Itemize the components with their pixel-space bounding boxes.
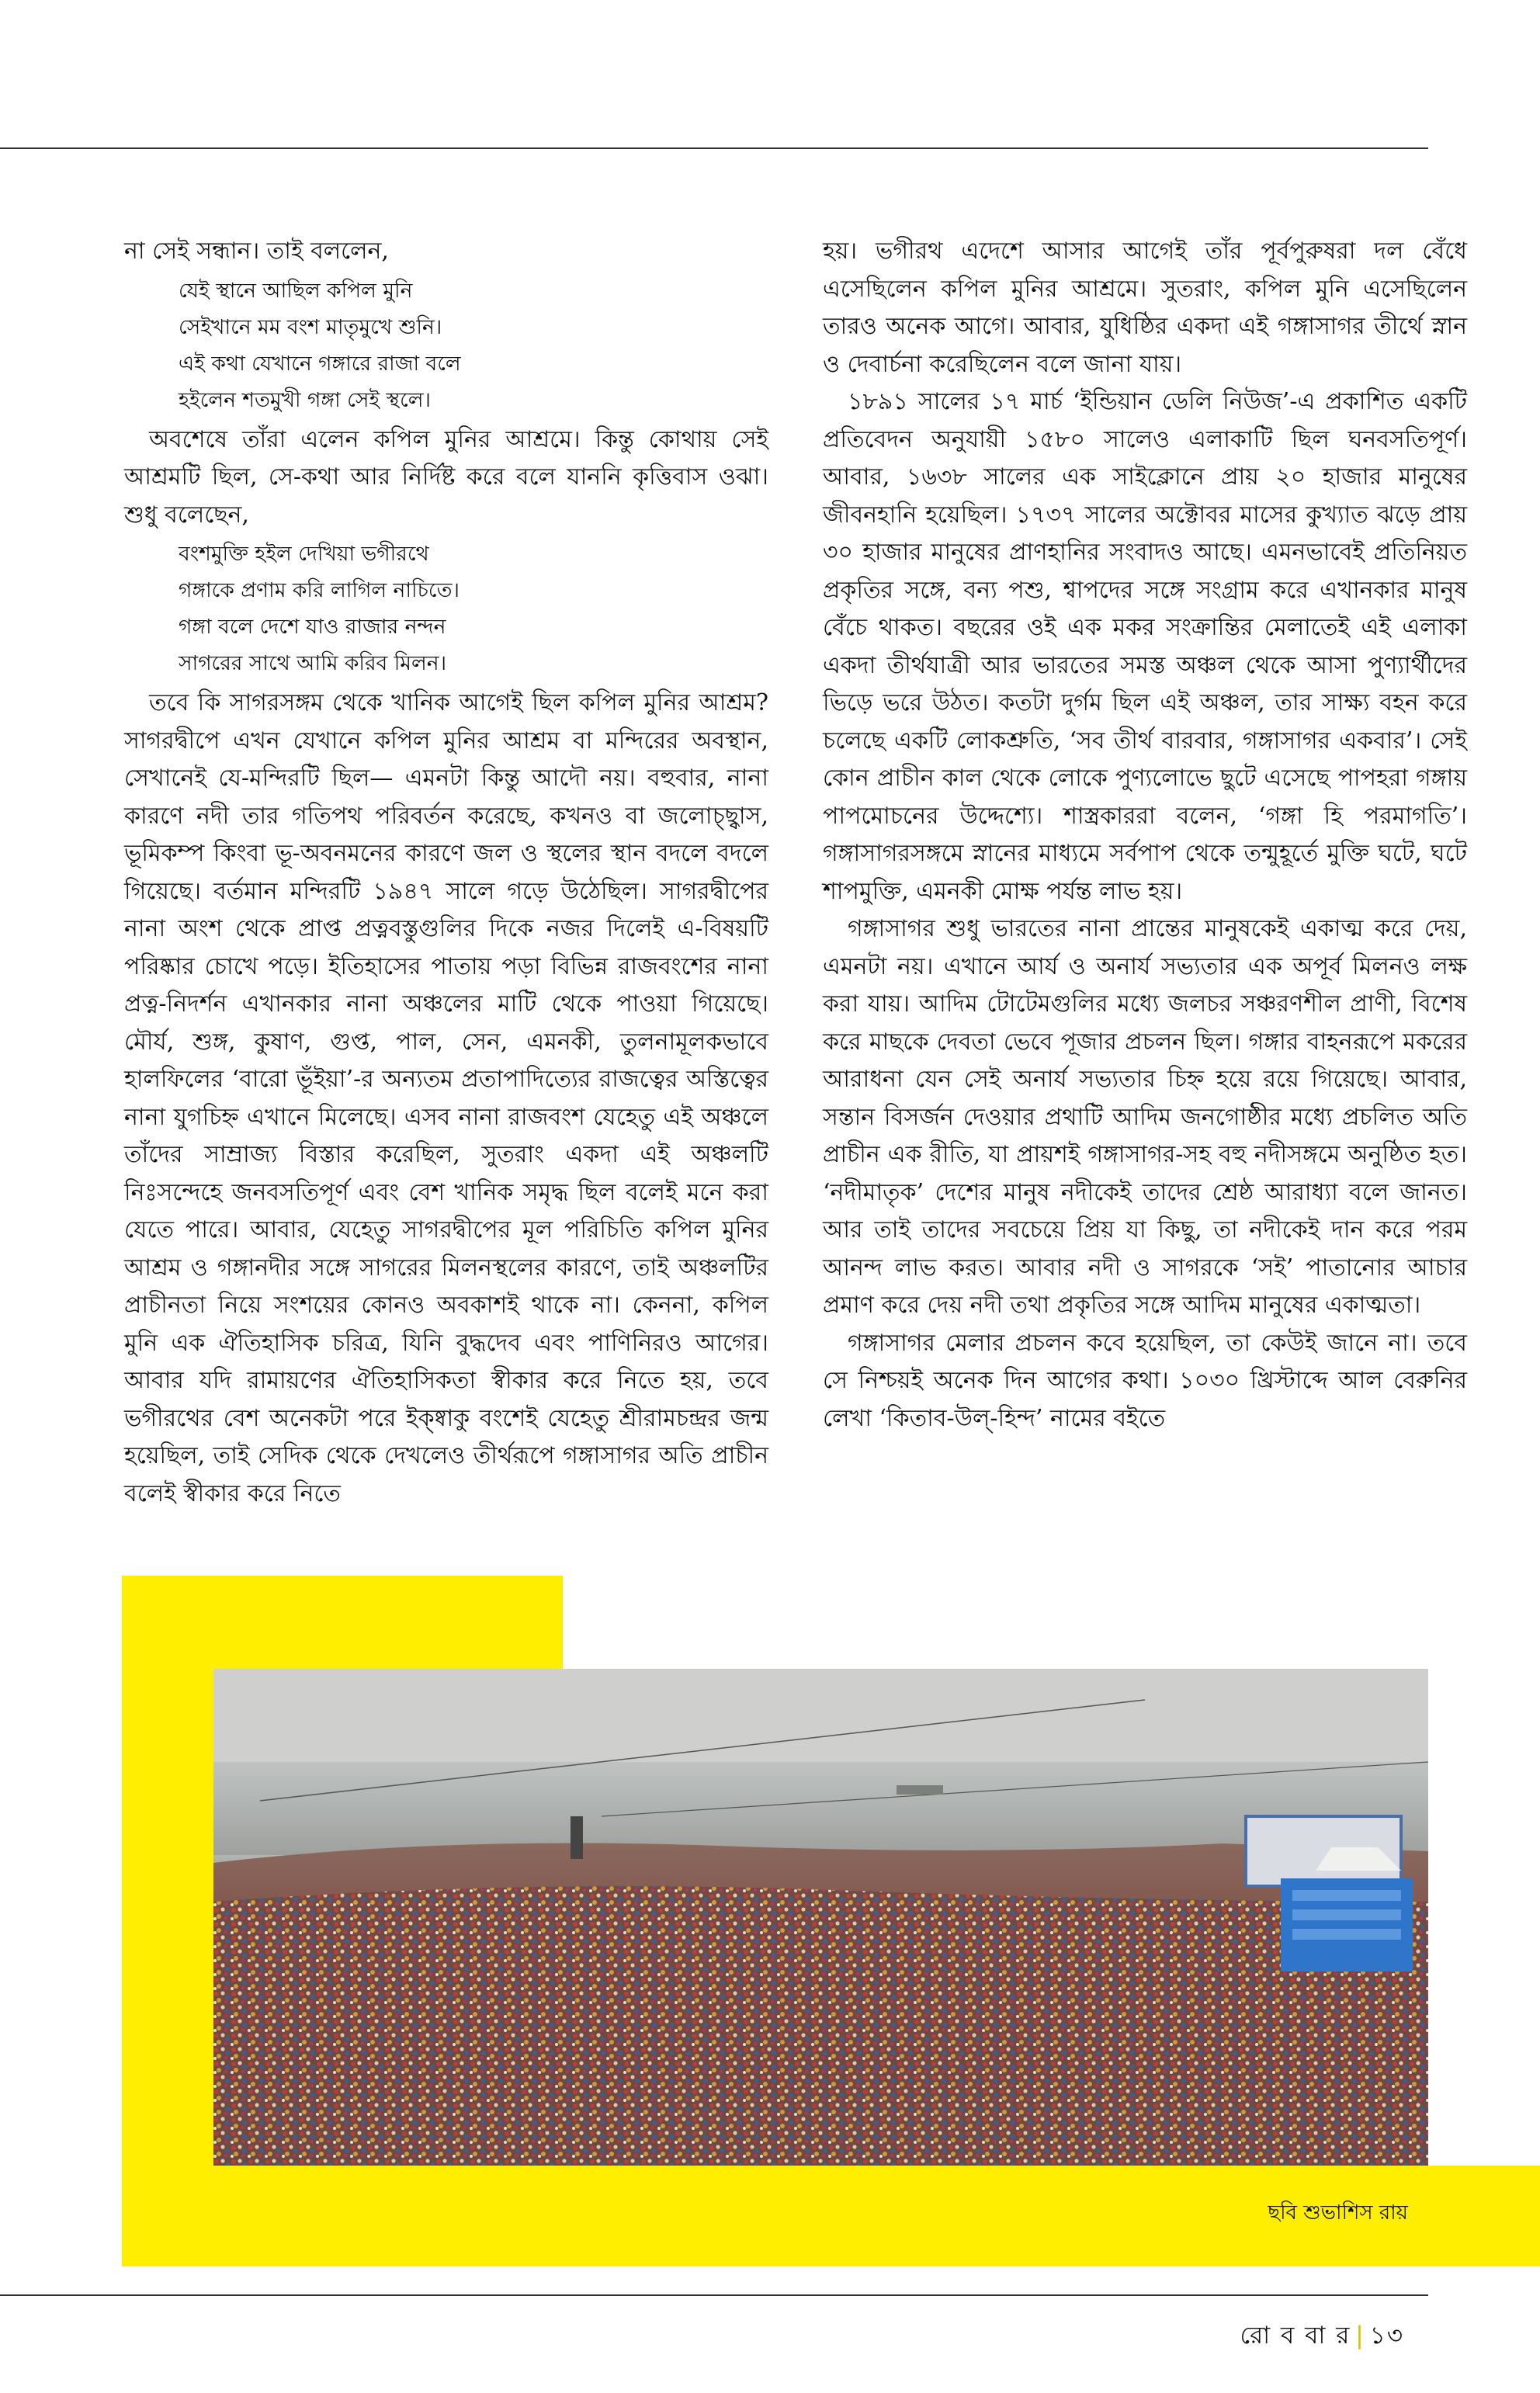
intro-line: না সেই সন্ধান। তাই বললেন,	[124, 238, 389, 265]
magazine-name: রো ব বা র	[1240, 2322, 1351, 2350]
verse-line: যেই স্থানে আছিল কপিল মুনি	[179, 278, 413, 303]
left-column	[124, 233, 768, 1513]
verse-line: গঙ্গাকে প্রণাম করি লাগিল নাচিতে।	[179, 578, 460, 602]
crowd-photo	[213, 1669, 1428, 2166]
paragraph: ১৮৯১ সালের ১৭ মার্চ ‘ইন্ডিয়ান ডেলি নিউজ’-এ প্রকাশিত একটি প্রতিবেদন অনুযায়ী ১৫৮০ সালেও এলাকাটি ছিল ঘনবসতিপূর্ণ। আবার, ১৬৩৮ সালের এক সাইক্লোনে প্রায় ২০ হাজার মানুষের জীবনহানি হয়েছিল। ১৭৩৭ সালের অক্টোবর মাসের কুখ্যাত ঝড়ে প্রায় ৩০ হাজার মানুষের প্রাণহানির সংবাদও আছে। এমনভাবেই প্রতিনিয়ত প্রকৃতির সঙ্গে, বন্য পশু, শ্বাপদের সঙ্গে সংগ্রাম করে এখানকার মানুষ বেঁচে থাকত। বছরের ওই এক মকর সংক্রান্তির মেলাতেই এই এলাকা একদা তীর্থযাত্রী আর ভারতের সমস্ত অঞ্চল থেকে আসা পুণ্যার্থীদের ভিড়ে ভরে উঠত। কতটা দুর্গম ছিল এই অঞ্চল, তার সাক্ষ্য বহন করে চলেছে একটি লোকশ্রুতি, ‘সব তীর্থ বারবার, গঙ্গাসাগর একবার’। সেই কোন প্রাচীন কাল থেকে লোকে পুণ্যলোভে ছুটে এসেছে পাপহরা গঙ্গায় পাপমোচনের উদ্দেশ্যে। শাস্ত্রকাররা বলেন, ‘গঙ্গা হি পরমাগতি’। গঙ্গাসাগরসঙ্গমে স্নানের মাধ্যমে সর্বপাপ থেকে তন্মুহূর্তে মুক্তি ঘটে, ঘটে শাপমুক্তি, এমনকী মোক্ষ পর্যন্ত লাভ হয়।	[823, 388, 1467, 905]
crowd-photo-illustration	[213, 1669, 1428, 2166]
footer-separator: |	[1355, 2322, 1365, 2350]
verse-line: বংশমুক্তি হইল দেখিয়া ভগীরথে	[179, 542, 429, 566]
paragraph: অবশেষে তাঁরা এলেন কপিল মুনির আশ্রমে। কিন্তু কোথায় সেই আশ্রমটি ছিল, সে-কথা আর নির্দিষ্ট করে বলে যাননি কৃত্তিবাস ওঝা। শুধু বলেছেন,	[124, 425, 768, 529]
verse-block-2	[179, 536, 768, 681]
right-column	[823, 233, 1467, 1438]
bottom-rule	[0, 2294, 1428, 2296]
verse-block-1	[179, 272, 768, 418]
verse-line: হইলেন শতমুখী গঙ্গা সেই স্থলে।	[179, 387, 431, 412]
verse-line: এই কথা যেখানে গঙ্গারে রাজা বলে	[179, 351, 461, 376]
yellow-accent-block	[122, 1576, 563, 1677]
paragraph: গঙ্গাসাগর মেলার প্রচলন কবে হয়েছিল, তা কেউই জানে না। তবে সে নিশ্চয়ই অনেক দিন আগের কথা। ১০৩০ খ্রিস্টাব্দে আল বেরুনির লেখা ‘কিতাব-উল্-হিন্দ’ নামের বইতে	[823, 1329, 1467, 1432]
paragraph: হয়। ভগীরথ এদেশে আসার আগেই তাঁর পূর্বপুরুষরা দল বেঁধে এসেছিলেন কপিল মুনির আশ্রমে। সুতরাং, কপিল মুনি এসেছিলেন তারও অনেক আগে। আবার, যুধিষ্ঠির একদা এই গঙ্গাসাগর তীর্থে স্নান ও দেবার্চনা করেছিলেন বলে জানা যায়।	[823, 238, 1467, 378]
paragraph: গঙ্গাসাগর শুধু ভারতের নানা প্রান্তের মানুষকেই একাত্ম করে দেয়, এমনটা নয়। এখানে আর্য ও অনার্য সভ্যতার এক অপূর্ব মিলনও লক্ষ করা যায়। আদিম টোটেমগুলির মধ্যে জলচর সঞ্চরণশীল প্রাণী, বিশেষ করে মাছকে দেবতা ভেবে পূজার প্রচলন ছিল। গঙ্গার বাহনরূপে মকরের আরাধনা যেন সেই অনার্য সভ্যতার চিহ্ন হয়ে রয়ে গিয়েছে। আবার, সন্তান বিসর্জন দেওয়ার প্রথাটি আদিম জনগোষ্ঠীর মধ্যে প্রচলিত অতি প্রাচীন এক রীতি, যা প্রায়শই গঙ্গাসাগর-সহ বহু নদীসঙ্গমে অনুষ্ঠিত হত। ‘নদীমাতৃক’ দেশের মানুষ নদীকেই তাদের শ্রেষ্ঠ আরাধ্যা বলে জানত। আর তাই তাদের সবচেয়ে প্রিয় যা কিছু, তা নদীকেই দান করে পরম আনন্দ লাভ করত। আবার নদী ও সাগরকে ‘সই’ পাতানোর আচার প্রমাণ করে দেয় নদী তথা প্রকৃতির সঙ্গে আদিম মানুষের একাত্মতা।	[823, 915, 1467, 1319]
verse-line: সেইখানে মম বংশ মাতৃমুখে শুনি।	[179, 314, 442, 339]
page-footer	[1240, 2317, 1404, 2357]
page-number: ১৩	[1369, 2322, 1404, 2350]
photo-caption: ছবি শুভাশিস রায়	[1268, 2201, 1408, 2225]
top-rule	[0, 147, 1428, 149]
paragraph: তবে কি সাগরসঙ্গম থেকে খানিক আগেই ছিল কপিল মুনির আশ্রম? সাগরদ্বীপে এখন যেখানে কপিল মুনির আশ্রম বা মন্দিরের অবস্থান, সেখানেই যে-মন্দিরটি ছিল— এমনটা কিন্তু আদৌ নয়। বহুবার, নানা কারণে নদী তার গতিপথ পরিবর্তন করেছে, কখনও বা জলোচ্ছ্বাস, ভূমিকম্প কিংবা ভূ-অবনমনের কারণে জল ও স্থলের স্থান বদলে বদলে গিয়েছে। বর্তমান মন্দিরটি ১৯৪৭ সালে গড়ে উঠেছিল। সাগরদ্বীপের নানা অংশ থেকে প্রাপ্ত প্রত্নবস্তুগুলির দিকে নজর দিলেই এ-বিষয়টি পরিষ্কার চোখে পড়ে। ইতিহাসের পাতায় পড়া বিভিন্ন রাজবংশের নানা প্রত্ন-নিদর্শন এখানকার নানা অঞ্চলের মাটি থেকে পাওয়া গিয়েছে। মৌর্য, শুঙ্গ, কুষাণ, গুপ্ত, পাল, সেন, এমনকী, তুলনামূলকভাবে হালফিলের ‘বারো ভূঁইয়া’-র অন্যতম প্রতাপাদিত্যের রাজত্বের অস্তিত্বের নানা যুগচিহ্ন এখানে মিলেছে। এসব নানা রাজবংশ যেহেতু এই অঞ্চলে তাঁদের সাম্রাজ্য বিস্তার করেছিল, সুতরাং একদা এই অঞ্চলটি নিঃসন্দেহে জনবসতিপূর্ণ এবং বেশ খানিক সমৃদ্ধ ছিল বলেই মনে করা যেতে পারে। আবার, যেহেতু সাগরদ্বীপের মূল পরিচিতি কপিল মুনির আশ্রম ও গঙ্গানদীর সঙ্গে সাগরের মিলনস্থলের কারণে, তাই অঞ্চলটির প্রাচীনতা নিয়ে সংশয়ের কোনও অবকাশই থাকে না। কেননা, কপিল মুনি এক ঐতিহাসিক চরিত্র, যিনি বুদ্ধদেব এবং পাণিনিরও আগের। আবার যদি রামায়ণের ঐতিহাসিকতা স্বীকার করে নিতে হয়, তবে ভগীরথের বেশ অনেকটা পরে ইক্ষ্বাকু বংশেই যেহেতু শ্রীরামচন্দ্রর জন্ম হয়েছিল, তাই সেদিক থেকে দেখলেও তীর্থরূপে গঙ্গাসাগর অতি প্রাচীন বলেই স্বীকার করে নিতে	[124, 689, 768, 1507]
verse-line: সাগরের সাথে আমি করিব মিলন।	[179, 651, 447, 675]
verse-line: গঙ্গা বলে দেশে যাও রাজার নন্দন	[179, 615, 446, 639]
